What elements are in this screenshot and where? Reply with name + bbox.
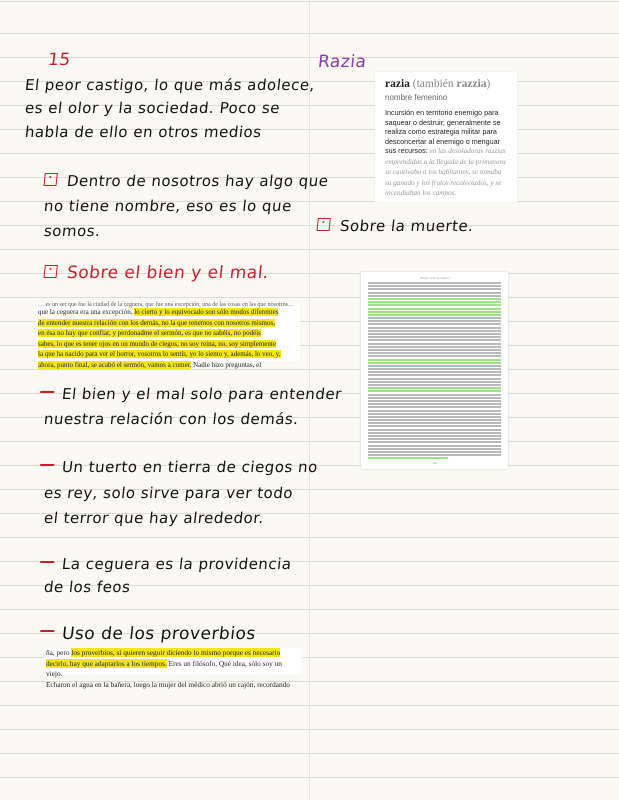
dash-icon xyxy=(40,630,54,632)
text-line xyxy=(368,394,501,396)
text-line xyxy=(368,336,501,338)
book-page-text xyxy=(368,282,501,461)
book-clip-proverbios xyxy=(44,648,302,689)
text-line xyxy=(368,378,501,380)
text-line xyxy=(368,333,501,335)
dash-icon xyxy=(40,464,54,466)
text-line xyxy=(368,292,501,294)
text-line xyxy=(368,381,501,383)
text-line xyxy=(368,282,501,284)
text-line xyxy=(368,320,501,322)
checkbox-icon xyxy=(44,265,58,278)
page-number: 15 xyxy=(46,50,72,70)
note-dentro-line-2: no tiene nombre, eso es lo que xyxy=(43,197,293,215)
text-line xyxy=(368,438,501,440)
clip1-highlight: en ésa no hay que confiar, y perdonadme el sermón, es que no sabéis, no podéis xyxy=(38,329,261,337)
text-line xyxy=(368,435,501,437)
book-clip-bien-mal xyxy=(36,302,300,369)
text-line xyxy=(368,410,501,412)
text-line xyxy=(368,301,501,303)
text-line xyxy=(368,327,501,329)
clip1-highlight: ahora, punto final, se acabó el sermón, vamos a comer. xyxy=(38,360,192,369)
text-line xyxy=(368,295,501,297)
bullet-tuerto xyxy=(39,458,319,476)
clip1-highlight: la que ha nacido para ver el horror, vosotros lo sentís, yo lo siento y, además, lo veo, y, xyxy=(38,350,281,358)
text-line xyxy=(368,400,501,402)
dict-category: nombre femenino xyxy=(385,93,448,102)
text-line xyxy=(368,317,501,319)
checkbox-icon xyxy=(316,218,330,231)
checkbox-icon xyxy=(43,173,57,186)
intro-line-1: El peor castigo, lo que más adolece, xyxy=(24,76,316,94)
clip2-text: ña, pero xyxy=(46,648,72,657)
clip2-text: Eres un filósofo, Qué idea, sólo soy un viejo. xyxy=(46,658,282,678)
clip1-text: que la ceguera era una excepción, xyxy=(38,308,135,316)
text-line xyxy=(368,352,501,354)
text-line xyxy=(368,368,501,370)
text-line xyxy=(368,390,501,392)
bullet-2-line-1: Un tuerto en tierra de ciegos no xyxy=(61,458,319,476)
text-line xyxy=(368,330,501,332)
dict-headword xyxy=(385,78,507,90)
text-line xyxy=(368,371,501,373)
dict-example: en las desoladoras razzias emprendidas a la llegada de la primavera se cautivaba a los habitantes, se tomaba su ganado y los frutos recolectados, y se incendiaban los campos. xyxy=(385,147,506,197)
text-line xyxy=(368,397,501,399)
heading-muerte-text: Sobre la muerte. xyxy=(339,217,475,235)
text-line xyxy=(368,425,501,427)
razia-title: Razia xyxy=(316,52,368,72)
clip2-partial-line: Echaron el agua en la bañera, luego la mujer del médico abrió un cajón, recordando xyxy=(46,679,290,689)
text-line xyxy=(368,339,501,341)
dash-icon xyxy=(40,391,54,393)
text-line xyxy=(368,349,501,351)
intro-line-2: es el olor y la sociedad. Poco se xyxy=(24,99,281,117)
book-page-header: Ensayo sobre la ceguera xyxy=(419,276,450,280)
dict-definition xyxy=(385,108,507,199)
text-line xyxy=(368,308,501,310)
text-line xyxy=(368,416,501,418)
bullet-3-line-1: La ceguera es la providencia xyxy=(61,555,293,573)
heading-bien-mal xyxy=(43,263,270,283)
dictionary-entry xyxy=(375,72,517,202)
text-line xyxy=(368,403,501,405)
clip1-top-partial: … es un ser que fue la ciudad de la ceguera, que fue una excepción, una de las cosas en las que nosotros… xyxy=(38,302,294,308)
clip2-highlight: los proverbios, si quieren seguir diciendo lo mismo porque es necesario xyxy=(71,648,281,657)
dict-alt-word: razzia xyxy=(456,78,487,90)
note-dentro-line-1: Dentro de nosotros hay algo que xyxy=(66,172,330,190)
note-dentro-line-3: somos. xyxy=(43,222,102,240)
dict-definition-text: Incursión en territorio enemigo para saquear o destruir; generalmente se realiza como estrategia militar para desconcertar al enemigo o menguar sus recursos: xyxy=(385,108,501,155)
bullet-bien-mal xyxy=(39,385,343,403)
text-line xyxy=(368,384,501,386)
bullet-1-line-1: El bien y el mal solo para entender xyxy=(61,385,343,403)
text-line xyxy=(368,419,501,421)
note-dentro xyxy=(43,172,329,190)
dash-icon xyxy=(40,561,54,563)
clip1-highlight: sabes, lo que es tener ojos en un mundo de ciegos, no soy reina, no, soy simplemente xyxy=(38,339,276,348)
text-line xyxy=(368,323,501,325)
text-line xyxy=(368,406,501,408)
bullet-3-line-2: de los feos xyxy=(43,578,132,596)
heading-bien-mal-text: Sobre el bien y el mal. xyxy=(65,263,270,283)
text-line xyxy=(368,288,501,290)
bullet-2-line-2: es rey, solo sirve para ver todo xyxy=(43,484,295,502)
clip1-text: Nadie hizo preguntas, el xyxy=(191,360,262,369)
text-line xyxy=(368,445,501,447)
text-line xyxy=(368,362,501,364)
book-page-number: 316 xyxy=(432,461,437,465)
text-line xyxy=(368,298,501,300)
bullet-2-line-3: el terror que hay alrededor. xyxy=(43,509,265,527)
text-line xyxy=(368,355,501,357)
intro-line-3: habla de ello en otros medios xyxy=(24,123,263,141)
text-line xyxy=(368,451,501,453)
text-line xyxy=(368,359,501,361)
clip1-highlight: lo cierto y lo equivocado son sólo modos diferentes xyxy=(134,308,279,316)
text-line xyxy=(368,432,501,434)
heading-muerte xyxy=(316,217,474,235)
text-line xyxy=(368,311,501,313)
text-line xyxy=(368,441,501,443)
clip1-highlight: de entender nuestra relación con los demás, no la que tenemos con nosotros mismos, xyxy=(38,318,275,327)
text-line xyxy=(368,343,501,345)
text-line xyxy=(368,374,501,376)
text-line xyxy=(368,454,501,456)
dict-word: razia xyxy=(385,78,410,90)
text-line xyxy=(368,285,501,287)
text-line xyxy=(368,365,501,367)
text-line xyxy=(368,422,501,424)
text-line xyxy=(368,314,501,316)
bullet-1-line-2: nuestra relación con los demás. xyxy=(43,410,300,428)
text-line xyxy=(368,387,501,389)
text-line xyxy=(368,448,501,450)
bullet-ceguera xyxy=(39,555,292,573)
heading-proverbios-text: Uso de los proverbios xyxy=(60,624,257,644)
heading-proverbios xyxy=(39,624,257,644)
text-line xyxy=(368,429,501,431)
text-line xyxy=(368,346,501,348)
text-line xyxy=(368,413,501,415)
book-page-thumbnail xyxy=(361,272,508,469)
clip2-highlight: decirlo, hay que adaptarlos a los tiempos. xyxy=(46,658,167,668)
text-line xyxy=(368,457,448,459)
text-line xyxy=(368,304,501,306)
dict-alt-close: ) xyxy=(486,78,491,90)
dict-alt-open: (también xyxy=(412,78,457,90)
